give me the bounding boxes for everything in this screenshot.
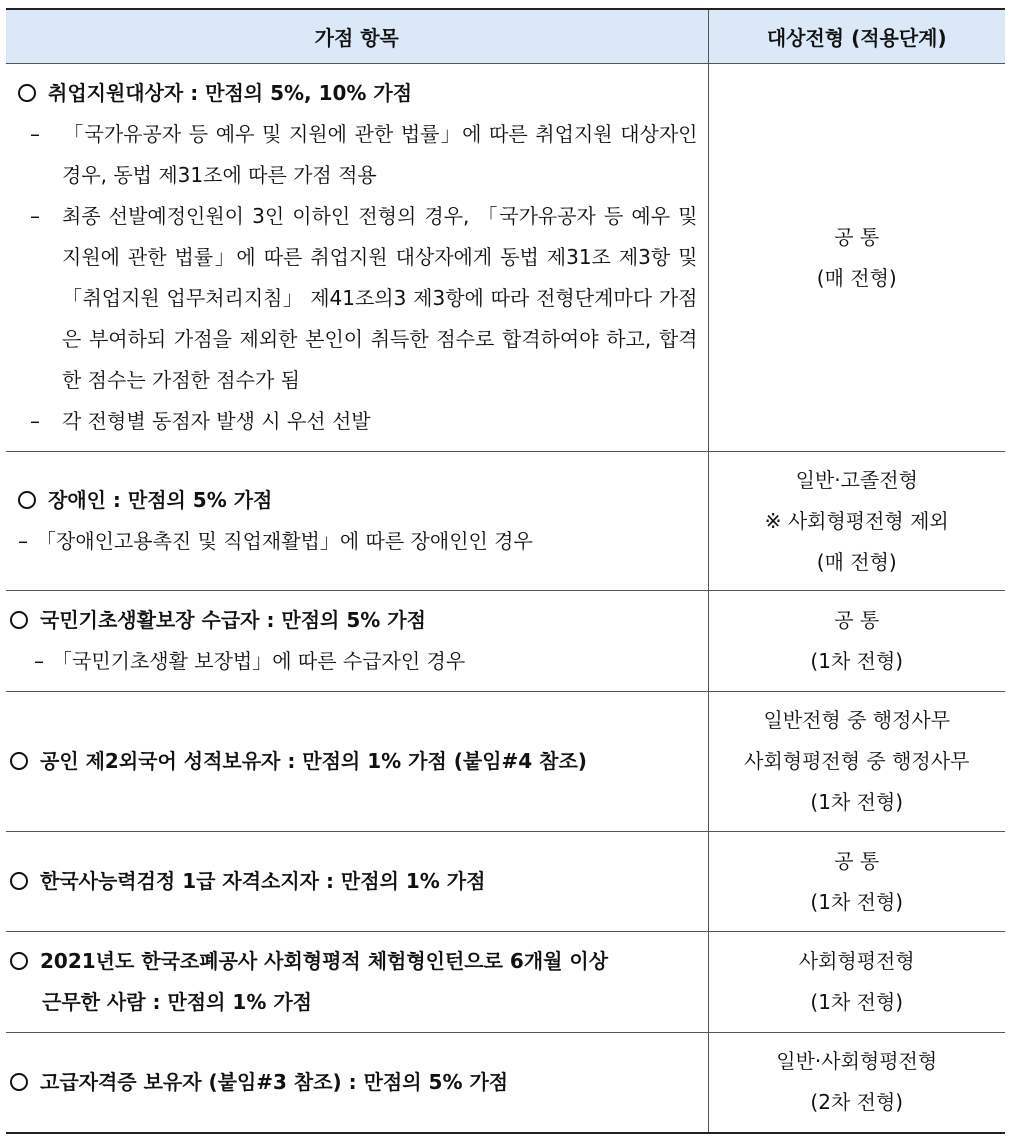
- target-line: (1차 전형): [810, 790, 904, 814]
- target-cell: [708, 692, 1005, 832]
- item-heading: [10, 741, 698, 782]
- dash-icon: –: [34, 649, 44, 673]
- table-row: [6, 832, 1005, 932]
- target-cell: [708, 591, 1005, 692]
- table-row: [6, 1033, 1005, 1133]
- table-row: [6, 932, 1005, 1033]
- bullet-text: 각 전형별 동점자 발생 시 우선 선발: [62, 409, 371, 433]
- item-title: 고급자격증 보유자 (붙임#3 참조) : 만점의 5% 가점: [40, 1069, 509, 1094]
- item-title: 공인 제2외국어 성적보유자 : 만점의 1% 가점 (붙임#4 참조): [40, 749, 587, 773]
- item-heading: [18, 480, 698, 521]
- item-cell: [6, 452, 708, 591]
- item-cell: [6, 692, 708, 832]
- item-title-line2: 근무한 사람 : 만점의 1% 가점: [42, 990, 312, 1014]
- list-item: [18, 114, 698, 196]
- item-heading: [10, 941, 698, 1023]
- dash-icon: –: [30, 409, 40, 433]
- hollow-circle-icon: [18, 491, 36, 509]
- table-row: [6, 692, 1005, 832]
- target-line: 공 통: [834, 848, 880, 873]
- header-bonus-item: 가점 항목: [6, 9, 708, 64]
- target-line: 사회형평전형 중 행정사무: [744, 749, 970, 773]
- item-heading: [10, 1062, 698, 1103]
- target-line: (매 전형): [816, 265, 897, 290]
- target-line: 일반·고졸전형: [795, 467, 918, 492]
- bullet-text: 「국가유공자 등 예우 및 지원에 관한 법률」에 따른 취업지원 대상자인 경우, 동법 제31조에 따른 가점 적용: [62, 122, 698, 187]
- item-title: 장애인 : 만점의 5% 가점: [48, 488, 273, 512]
- hollow-circle-icon: [18, 84, 36, 102]
- table-row: [6, 64, 1005, 452]
- target-line: ※ 사회형평전형 제외: [764, 508, 949, 533]
- target-line: 사회형평전형: [798, 949, 915, 973]
- target-cell: [708, 452, 1005, 591]
- header-target-stage: 대상전형 (적용단계): [708, 9, 1005, 64]
- item-cell: [6, 1033, 708, 1133]
- target-line: 일반전형 중 행정사무: [763, 708, 951, 732]
- table-row: [6, 452, 1005, 591]
- list-item: [34, 641, 698, 682]
- item-title-line1: 2021년도 한국조폐공사 사회형평적 체험형인턴으로 6개월 이상: [40, 949, 609, 973]
- list-item: [18, 521, 698, 562]
- dash-icon: –: [18, 529, 28, 553]
- bullet-text: 최종 선발예정인원이 3인 이하인 전형의 경우, 「국가유공자 등 예우 및 지원에 관한 법률」에 따른 취업지원 대상자에게 동법 제31조 제3항 및 「취업지원 업무처리지침」 제41조의3 제3항에 따라 전형단계마다 가점은 부여하되 가점을 제외한 본인이 취득한 점수로 합격하여야 하고, 합격한 점수는 가점한 점수가 됨: [62, 204, 698, 392]
- item-heading: [10, 861, 698, 902]
- target-line: (1차 전형): [810, 889, 904, 914]
- hollow-circle-icon: [10, 752, 28, 770]
- target-line: (1차 전형): [810, 990, 904, 1014]
- table-header-row: [6, 9, 1005, 64]
- hollow-circle-icon: [10, 872, 28, 890]
- target-line: 일반·사회형평전형: [776, 1049, 938, 1074]
- target-line: (매 전형): [816, 549, 897, 574]
- list-item: [18, 401, 698, 442]
- item-title: 한국사능력검정 1급 자격소지자 : 만점의 1% 가점: [40, 869, 486, 893]
- hollow-circle-icon: [10, 952, 28, 970]
- target-cell: [708, 1033, 1005, 1133]
- target-cell: [708, 64, 1005, 452]
- item-heading: [10, 600, 698, 641]
- item-title: 취업지원대상자 : 만점의 5%, 10% 가점: [48, 81, 413, 105]
- bullet-text: 「국민기초생활 보장법」에 따른 수급자인 경우: [52, 649, 466, 673]
- item-title: 국민기초생활보장 수급자 : 만점의 5% 가점: [40, 608, 426, 632]
- hollow-circle-icon: [10, 1073, 28, 1091]
- target-line: 공 통: [834, 608, 880, 632]
- target-line: (2차 전형): [810, 1090, 904, 1115]
- item-cell: [6, 932, 708, 1033]
- target-line: (1차 전형): [810, 649, 904, 673]
- item-cell: [6, 591, 708, 692]
- bonus-points-table: [6, 8, 1005, 1134]
- target-cell: [708, 932, 1005, 1033]
- target-cell: [708, 832, 1005, 932]
- item-cell: [6, 832, 708, 932]
- hollow-circle-icon: [10, 611, 28, 629]
- list-item: [18, 196, 698, 401]
- dash-icon: –: [30, 204, 40, 228]
- dash-icon: –: [30, 122, 40, 146]
- item-cell: [6, 64, 708, 452]
- bullet-text: 「장애인고용촉진 및 직업재활법」에 따른 장애인인 경우: [36, 529, 533, 553]
- target-line: 공 통: [834, 224, 880, 249]
- item-heading: [18, 73, 698, 114]
- table-row: [6, 591, 1005, 692]
